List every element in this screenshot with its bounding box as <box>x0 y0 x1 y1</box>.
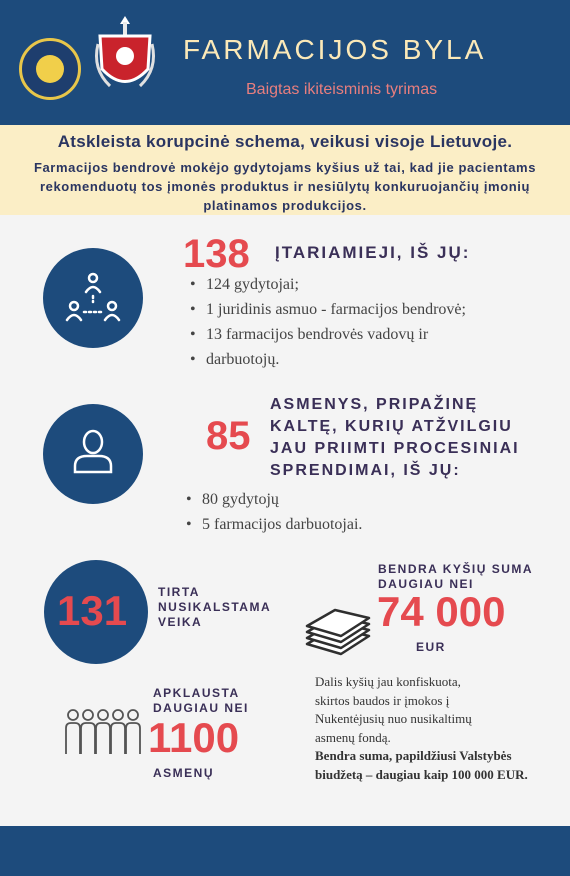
label-line: TIRTA <box>158 585 200 599</box>
group-people-circle <box>43 248 143 348</box>
note-line-bold: biudžetą – daugiau kaip 100 000 EUR. <box>315 766 528 782</box>
bribes-amount: 74 000 <box>377 588 506 635</box>
admitted-number: 85 <box>206 414 251 458</box>
money-stack-icon <box>303 604 373 660</box>
suspects-list <box>188 272 466 372</box>
special-investigation-service-logo <box>19 38 81 100</box>
label-line: NUSIKALSTAMA <box>158 600 272 614</box>
list-item: • 13 farmacijos bendrovės vadovų ir <box>188 322 466 347</box>
crimes-label <box>158 585 271 630</box>
list-item: • 5 farmacijos darbuotojai. <box>184 512 362 537</box>
label-line: APKLAUSTA <box>153 686 240 700</box>
intro-text: Farmacijos bendrovė mokėjo gydytojams kyšius už tai, kad jie pacientams rekomenduotų tos įmonės produktus ir nesiūlytų konkuruojančių įmonių platinamos produkcijos. <box>33 160 537 213</box>
note-line: asmenų fondą. <box>315 729 391 745</box>
label-line: BENDRA KYŠIŲ SUMA <box>378 562 534 576</box>
heading-line: SPRENDIMAI, IŠ JŲ: <box>270 462 461 479</box>
person-icon <box>43 404 143 504</box>
heading-line: ASMENYS, PRIPAŽINĘ <box>270 396 479 413</box>
admitted-heading <box>270 394 520 482</box>
list-item: • darbuotojų. <box>188 347 466 372</box>
suspects-heading: ĮTARIAMIEJI, IŠ JŲ: <box>275 243 471 262</box>
crimes-number: 131 <box>57 587 128 634</box>
note-line: Nukentėjusių nuo nusikaltimų <box>315 711 472 726</box>
note-paragraph <box>315 673 528 784</box>
note-line-bold: Bendra suma, papildžiusi Valstybės <box>315 748 512 763</box>
suspects-number: 138 <box>183 232 250 276</box>
prosecution-office-logo <box>90 14 160 100</box>
interviewed-label <box>153 686 249 716</box>
network-people-icon <box>43 248 143 348</box>
page-subtitle: Baigtas ikiteisminis tyrimas <box>246 81 438 98</box>
bribes-currency: EUR <box>416 640 446 654</box>
interviewed-unit: ASMENŲ <box>153 766 215 780</box>
label-line: DAUGIAU NEI <box>153 701 249 715</box>
crowd-icon <box>62 706 144 758</box>
label-line: VEIKA <box>158 615 203 629</box>
footer-bar <box>0 826 570 876</box>
interviewed-number: 1100 <box>148 714 240 761</box>
label-line: DAUGIAU NEI <box>378 577 474 591</box>
list-item: • 1 juridinis asmuo - farmacijos bendrovė; <box>188 297 466 322</box>
heading-line: JAU PRIIMTI PROCESINIAI <box>270 440 520 457</box>
list-item: • 80 gydytojų <box>184 487 362 512</box>
intro-heading: Atskleista korupcinė schema, veikusi visoje Lietuvoje. <box>57 132 513 151</box>
page-title: FARMACIJOS BYLA <box>183 34 487 65</box>
note-line: Dalis kyšių jau konfiskuota, <box>315 674 461 689</box>
admitted-list <box>184 487 362 537</box>
person-circle <box>43 404 143 504</box>
list-item: • 124 gydytojai; <box>188 272 466 297</box>
heading-line: KALTĘ, KURIŲ ATŽVILGIU <box>270 418 513 435</box>
note-line: skirtos baudos ir įmokos į <box>315 692 450 708</box>
